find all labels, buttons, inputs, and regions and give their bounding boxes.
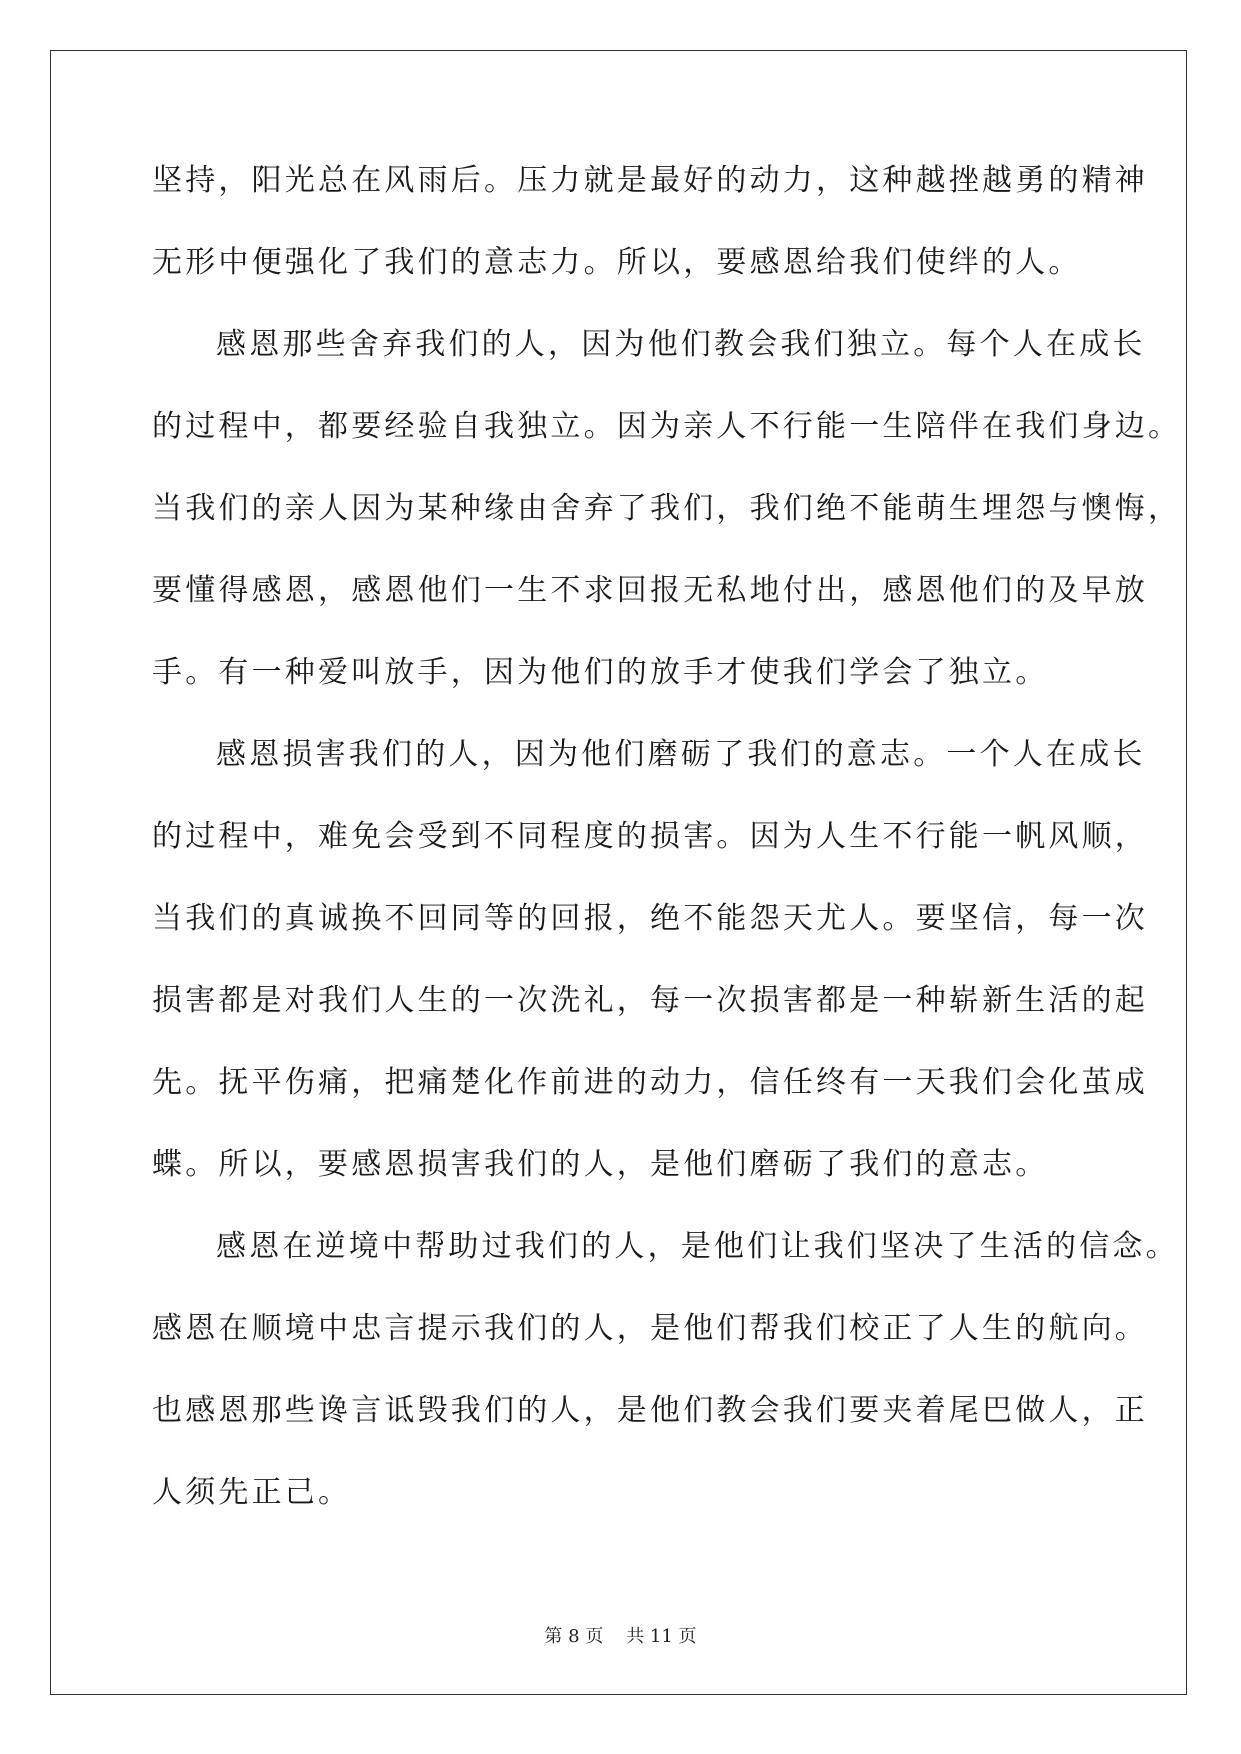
text-line: 损害都是对我们人生的一次洗礼，每一次损害都是一种崭新生活的起 bbox=[152, 983, 1148, 1018]
text-line: 蝶。所以，要感恩损害我们的人，是他们磨砺了我们的意志。 bbox=[152, 1147, 1049, 1182]
text-line: 的过程中，都要经验自我独立。因为亲人不行能一生陪伴在我们身边。 bbox=[152, 409, 1182, 444]
text-line: 当我们的亲人因为某种缘由舍弃了我们，我们绝不能萌生埋怨与懊悔， bbox=[152, 491, 1182, 526]
text-line: 无形中便强化了我们的意志力。所以，要感恩给我们使绊的人。 bbox=[152, 245, 1082, 280]
text-line: 先。抚平伤痛，把痛楚化作前进的动力，信任终有一天我们会化茧成 bbox=[152, 1065, 1148, 1100]
text-line: 要懂得感恩，感恩他们一生不求回报无私地付出，感恩他们的及早放 bbox=[152, 573, 1148, 608]
text-line: 当我们的真诚换不回同等的回报，绝不能怨天尤人。要坚信，每一次 bbox=[152, 901, 1148, 936]
paragraph-first-line: 感恩那些舍弃我们的人，因为他们教会我们独立。每个人在成长 bbox=[216, 327, 1146, 362]
paragraph-first-line: 感恩在逆境中帮助过我们的人，是他们让我们坚决了生活的信念。 bbox=[216, 1229, 1179, 1264]
text-line: 也感恩那些谗言诋毁我们的人，是他们教会我们要夹着尾巴做人，正 bbox=[152, 1393, 1148, 1428]
text-line: 感恩在顺境中忠言提示我们的人，是他们帮我们校正了人生的航向。 bbox=[152, 1311, 1148, 1346]
document-body bbox=[152, 163, 1182, 1560]
page-number-footer: 第 8 页 共 11 页 bbox=[544, 1626, 697, 1647]
text-line: 人须先正己。 bbox=[152, 1475, 352, 1510]
text-line: 坚持，阳光总在风雨后。压力就是最好的动力，这种越挫越勇的精神 bbox=[152, 163, 1148, 198]
paragraph-first-line: 感恩损害我们的人，因为他们磨砺了我们的意志。一个人在成长 bbox=[216, 737, 1146, 772]
text-line: 的过程中，难免会受到不同程度的损害。因为人生不行能一帆风顺， bbox=[152, 819, 1148, 854]
text-line: 手。有一种爱叫放手，因为他们的放手才使我们学会了独立。 bbox=[152, 655, 1049, 690]
